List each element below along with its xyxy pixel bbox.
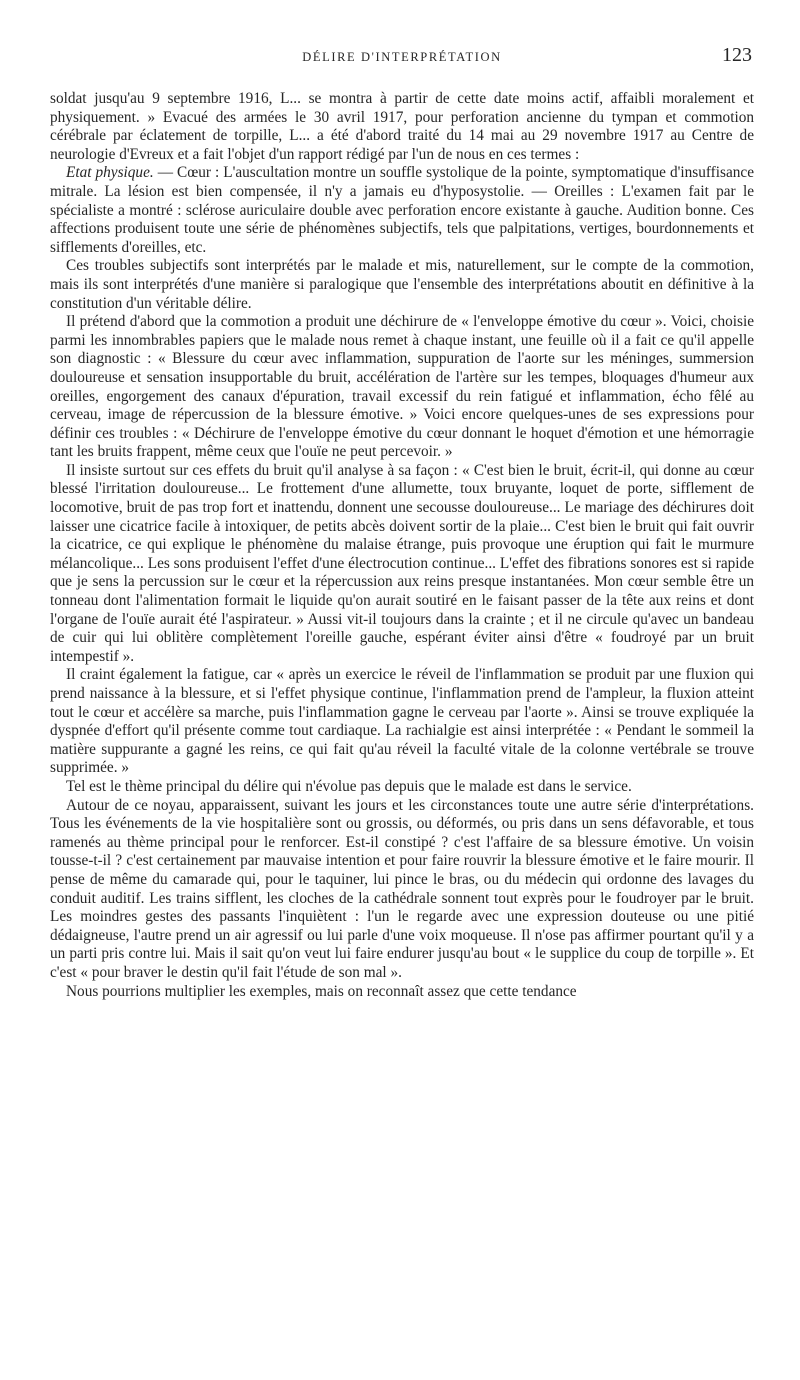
page-header [50, 44, 754, 78]
paragraph [50, 257, 754, 313]
running-head: DÉLIRE D'INTERPRÉTATION [302, 50, 502, 64]
paragraph-text: Ces troubles subjectifs sont interprétés par le malade et mis, naturellement, sur le compte de la commotion, mais ils sont interprétés d'une manière si paralogique que l'ensemble des interprétations aboutit en définitive à la constitution d'un véritable délire. [50, 257, 754, 312]
paragraph-text: Il craint également la fatigue, car « après un exercice le réveil de l'inflammation se produit par une fluxion qui prend naissance à la blessure, et si l'effet physique continue, l'inflammation prend de l'ampleur, la fluxion atteint tout le cœur et accélère sa marche, puis l'inflammation gagne le cerveau par l'aorte ». Ainsi se trouve expliquée la dyspnée d'effort qu'il présente comme tout cardiaque. La rachialgie est ainsi interprétée : « Pendant le sommeil la matière suppurante a gagné les reins, ce qui fait qu'au réveil la faculté vitale de la colonne vertébrale se trouve supprimée. » [50, 666, 754, 777]
paragraph-text: Il prétend d'abord que la commotion a produit une déchirure de « l'enveloppe émotive du cœur ». Voici, choisie parmi les innombrables papiers que le malade nous remet à chaque instant, une feuille où il a fait ce qu'il appelle son diagnostic : « Blessure du cœur avec inflammation, suppuration de l'aorte sur les méninges, summersion douloureuse et sensation insupportable du bruit, accélération de l'artère sur les tempes, bloquages d'humeur aux oreilles, engorgement des canaux d'épuration, travail excessif du rein fatigué et inflammation, écho fêlé au cerveau, image de répercussion de la blessure émotive. » Voici encore quelques-unes de ses expressions pour définir ces troubles : « Déchirure de l'enveloppe émotive du cœur donnant le hoquet d'émotion et une hémorragie tant les bruits frappent, même ceux que l'ouïe ne peut percevoir. » [50, 313, 754, 461]
paragraph-text: soldat jusqu'au 9 septembre 1916, L... se montra à partir de cette date moins actif, affaibli moralement et physiquement. » Evacué des armées le 30 avril 1917, pour perforation ancienne du tympan et commotion cérébrale par éclatement de torpille, L... a été d'abord traité du 14 mai au 29 novembre 1917 au Centre de neurologie d'Evreux et a fait l'objet d'un rapport rédigé par l'un de nous en ces termes : [50, 90, 754, 163]
paragraph [50, 164, 754, 257]
paragraph [50, 983, 754, 1002]
paragraph [50, 797, 754, 983]
paragraph-text: — Cœur : L'auscultation montre un souffle systolique de la pointe, symptomatique d'insuffisance mitrale. La lésion est bien compensée, il n'y a jamais eu d'hyposystolie. — Oreilles : L'examen fait par le spécialiste a montré : sclérose auriculaire double avec perforation encore existante à gauche. Audition bonne. Ces affections produisent toute une série de phénomènes subjectifs, tels que palpitations, vertiges, bourdonnements et sifflements d'oreilles, etc. [50, 164, 754, 256]
paragraph [50, 666, 754, 778]
paragraph-text: Il insiste surtout sur ces effets du bruit qu'il analyse à sa façon : « C'est bien le bruit, écrit-il, qui donne au cœur blessé l'irritation douloureuse... Le frottement d'une allumette, toux bruyante, loquet de porte, sifflement de locomotive, bruit de pas trop fort et inattendu, donnent une secousse douloureuse... Le mariage des déchirures doit laisser une cicatrice facile à intoxiquer, de petits abcès doivent sortir de la plaie... C'est bien le bruit qui fait ouvrir la cicatrice, ce qui explique le phénomène du malaise étrange, puis provoque une éruption qui fait le murmure mélancolique... Les sons produisent l'effet d'une électrocution continue... L'effet des fibrations sonores est si rapide que je sens la percussion sur le cœur et la répercussion aux reins presque instantanées. Mon cœur semble être un tonneau dont l'alimentation formait le liquide qu'on aurait soutiré en le faisant passer de la tête aux reins et dont l'organe de l'ouïe aurait été l'aspirateur. » Aussi vit-il toujours dans la crainte ; et il ne circule qu'avec un bandeau de cuir qui lui oblitère complètement l'oreille gauche, espérant éviter ainsi d'être « foudroyé par un bruit intempestif ». [50, 461, 754, 665]
paragraph [50, 462, 754, 667]
paragraph [50, 778, 754, 797]
page-number: 123 [722, 44, 752, 66]
paragraph [50, 90, 754, 164]
paragraph [50, 313, 754, 462]
paragraph-text: Nous pourrions multiplier les exemples, mais on reconnaît assez que cette tendance [66, 982, 577, 1000]
paragraph-text: Autour de ce noyau, apparaissent, suivant les jours et les circonstances toute une autre série d'interprétations. Tous les événements de la vie hospitalière sont ou grossis, ou déformés, ou pris dans un sens défavorable, et tous ramenés au thème principal pour le renforcer. Est-il constipé ? c'est l'affaire de sa blessure émotive. Un voisin tousse-t-il ? c'est certainement par mauvaise intention et pour faire rouvrir la blessure émotive et le faire mourir. Il pense de même du camarade qui, pour le taquiner, lui pince le bras, ou du médecin qui ordonne des lavages du conduit auditif. Les trains sifflent, les cloches de la cathédrale sonnent tout exprès pour le foudroyer par le bruit. Les moindres gestes des passants l'inquiètent : l'un le regarde avec une expression douteuse ou une pitié dédaigneuse, l'autre prend un air agressif ou lui parle d'une voix moqueuse. Il n'ose pas affirmer pourtant qu'il y a un parti pris contre lui. Mais il sait qu'on veut lui faire endurer jusqu'au bout « le supplice du coup de torpille ». Et c'est « pour braver le destin qu'il fait l'étude de son mal ». [50, 796, 754, 981]
page-body [50, 90, 754, 1001]
section-label: Etat physique. [66, 164, 154, 182]
paragraph-text: Tel est le thème principal du délire qui n'évolue pas depuis que le malade est dans le service. [66, 777, 632, 795]
